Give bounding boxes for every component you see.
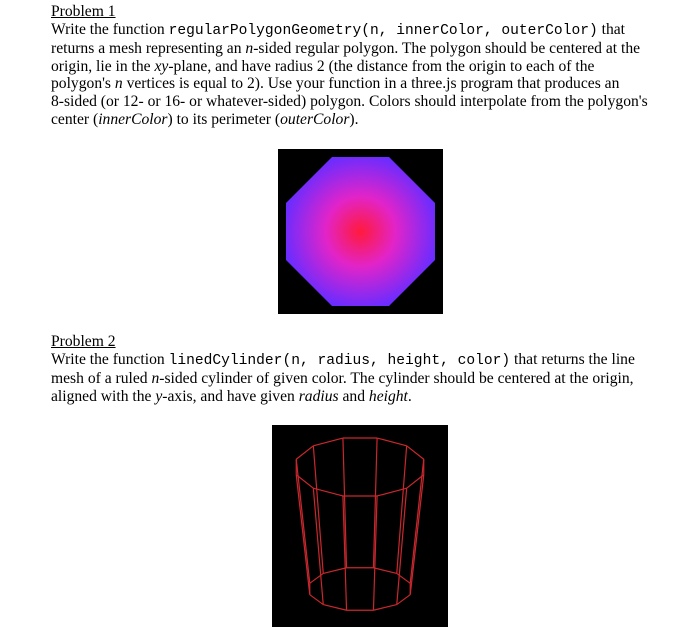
cylinder-top-edge (313, 438, 343, 446)
cylinder-top-edge (377, 438, 407, 446)
cylinder-bottom-edge (323, 568, 346, 574)
octagon-shape (286, 157, 435, 306)
cylinder-top-edge (313, 488, 343, 496)
problem1-line4: polygon's n vertices is equal to 2). Use your function in a three.js program that produces an (51, 75, 620, 93)
cylinder-ruling-line (296, 459, 310, 583)
problem2-line1: Write the function linedCylinder(n, radius, height, color) that returns the line (51, 350, 635, 369)
cylinder-bottom-edge (323, 605, 346, 611)
cylinder-bottom-edge (373, 568, 396, 574)
cylinder-ruling-line (296, 475, 310, 595)
cylinder-figure (272, 425, 448, 627)
cylinder-top-edge (296, 446, 313, 459)
cylinder-wireframe (296, 438, 424, 610)
problem1-line2: returns a mesh representing an n-sided regular polygon. The polygon should be centered at the (51, 40, 641, 58)
cylinder-ruling-line (410, 475, 424, 595)
problem1-line5: 8-sided (or 12- or 16- or whatever-sided) polygon. Colors should interpolate from the polygon's (51, 92, 648, 110)
problem1-line1: Write the function regularPolygonGeometry(n, innerColor, outerColor) that (51, 20, 626, 39)
function-signature-1: regularPolygonGeometry(n, innerColor, outerColor) (168, 22, 598, 39)
octagon-figure (278, 149, 443, 314)
cylinder-bottom-edge (373, 605, 396, 611)
problem1-line6: center (innerColor) to its perimeter (outerColor). (51, 110, 359, 128)
problem2-line2: mesh of a ruled n-sided cylinder of given color. The cylinder should be centered at the origin, (51, 370, 634, 388)
cylinder-bottom-edge (397, 595, 410, 605)
problem2-section (51, 333, 681, 405)
cylinder-ruling-line (410, 459, 424, 583)
cylinder-top-edge (407, 446, 424, 459)
cylinder-bottom-edge (310, 595, 323, 605)
cylinder-top-edge (377, 488, 407, 496)
problem2-line3: aligned with the y-axis, and have given radius and height. (51, 387, 412, 405)
problem2-title: Problem 2 (51, 333, 116, 350)
function-signature-2: linedCylinder(n, radius, height, color) (168, 352, 511, 369)
problem1-section (51, 3, 681, 128)
problem1-title: Problem 1 (51, 3, 116, 20)
problem1-line3: origin, lie in the xy-plane, and have radius 2 (the distance from the origin to each of the (51, 57, 595, 75)
